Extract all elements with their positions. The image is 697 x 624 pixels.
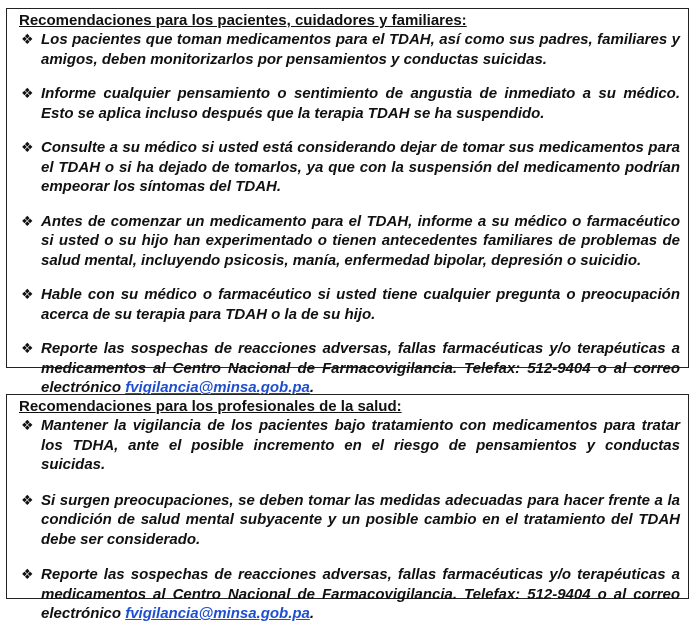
professionals-recommendations-list [19,416,680,624]
list-item [19,491,680,550]
list-item [19,339,680,398]
diamond-bullet-icon: ❖ [21,212,34,229]
diamond-bullet-icon: ❖ [21,139,34,155]
recommendation-text: Antes de comenzar un medicamento para el TDAH, informe a su médico o farmacéutico si usted o su hijo han experimentado o tienen antecedentes familiares de problemas de salud mental, incluyendo psicosis, manía, enfermedad bipolar, depresión o suicidio. [41,212,680,269]
diamond-bullet-icon: ❖ [21,417,34,433]
diamond-bullet-icon: ❖ [21,85,34,101]
list-item [19,138,680,197]
list-item [19,285,680,324]
list-item [19,565,680,624]
list-item [19,212,680,271]
professionals-section-title: Recomendaciones para los profesionales de la salud: [19,398,402,415]
recommendation-text: Informe cualquier pensamiento o sentimiento de angustia de inmediato a su médico. Esto se aplica incluso después que la terapia TDAH se ha suspendido. [41,85,680,122]
diamond-bullet-icon: ❖ [21,31,34,47]
report-text: Reporte las sospechas de reacciones adversas, fallas farmacéuticas y/o terapéuticas a medicamentos al Centro Nacional de Farmacovigilancia. Telefax: 512-9404 o al correo electrónico [41,340,680,396]
email-link[interactable]: fvigilancia@minsa.gob.pa [125,605,310,622]
list-item [19,416,680,475]
recommendation-text [41,339,680,398]
professionals-recommendations-box [6,394,689,622]
recommendation-text: Hable con su médico o farmacéutico si usted tiene cualquier pregunta o preocupación acerca de su terapia para TDAH o la de su hijo. [41,286,680,323]
email-link[interactable]: fvigilancia@minsa.gob.pa [125,379,310,396]
diamond-bullet-icon: ❖ [21,566,34,582]
recommendation-text: Mantener la vigilancia de los pacientes bajo tratamiento con medicamentos para tratar los TDHA, ante el posible incremento en el riesgo de pensamientos y conductas suicidas. [41,417,680,473]
report-suffix: . [309,379,315,396]
recommendation-text: Consulte a su médico si usted está considerando dejar de tomar sus medicamentos para el TDAH o si ha dejado de tomarlos, ya que con la suspensión del medicamento podrían empeorar los síntomas del TDAH. [41,139,680,195]
patients-recommendations-box [6,8,689,396]
recommendation-text [41,565,680,624]
diamond-bullet-icon: ❖ [21,340,34,356]
recommendation-text: Si surgen preocupaciones, se deben tomar las medidas adecuadas para hacer frente a la condición de salud mental subyacente y un posible cambio en el tratamiento del TDAH debe ser considerado. [41,491,680,548]
report-suffix: . [309,605,315,622]
patients-recommendations-list [19,30,680,398]
diamond-bullet-icon: ❖ [21,286,34,302]
list-item [19,30,680,69]
diamond-bullet-icon: ❖ [21,491,34,508]
recommendation-text: Los pacientes que toman medicamentos para el TDAH, así como sus padres, familiares y amigos, deben monitorizarlos por pensamientos y conductas suicidas. [41,31,680,68]
patients-section-title: Recomendaciones para los pacientes, cuidadores y familiares: [19,12,467,29]
list-item [19,84,680,123]
report-text: Reporte las sospechas de reacciones adversas, fallas farmacéuticas y/o terapéuticas a medicamentos al Centro Nacional de Farmacovigilancia. Telefax: 512-9404 o al correo electrónico [41,566,680,622]
